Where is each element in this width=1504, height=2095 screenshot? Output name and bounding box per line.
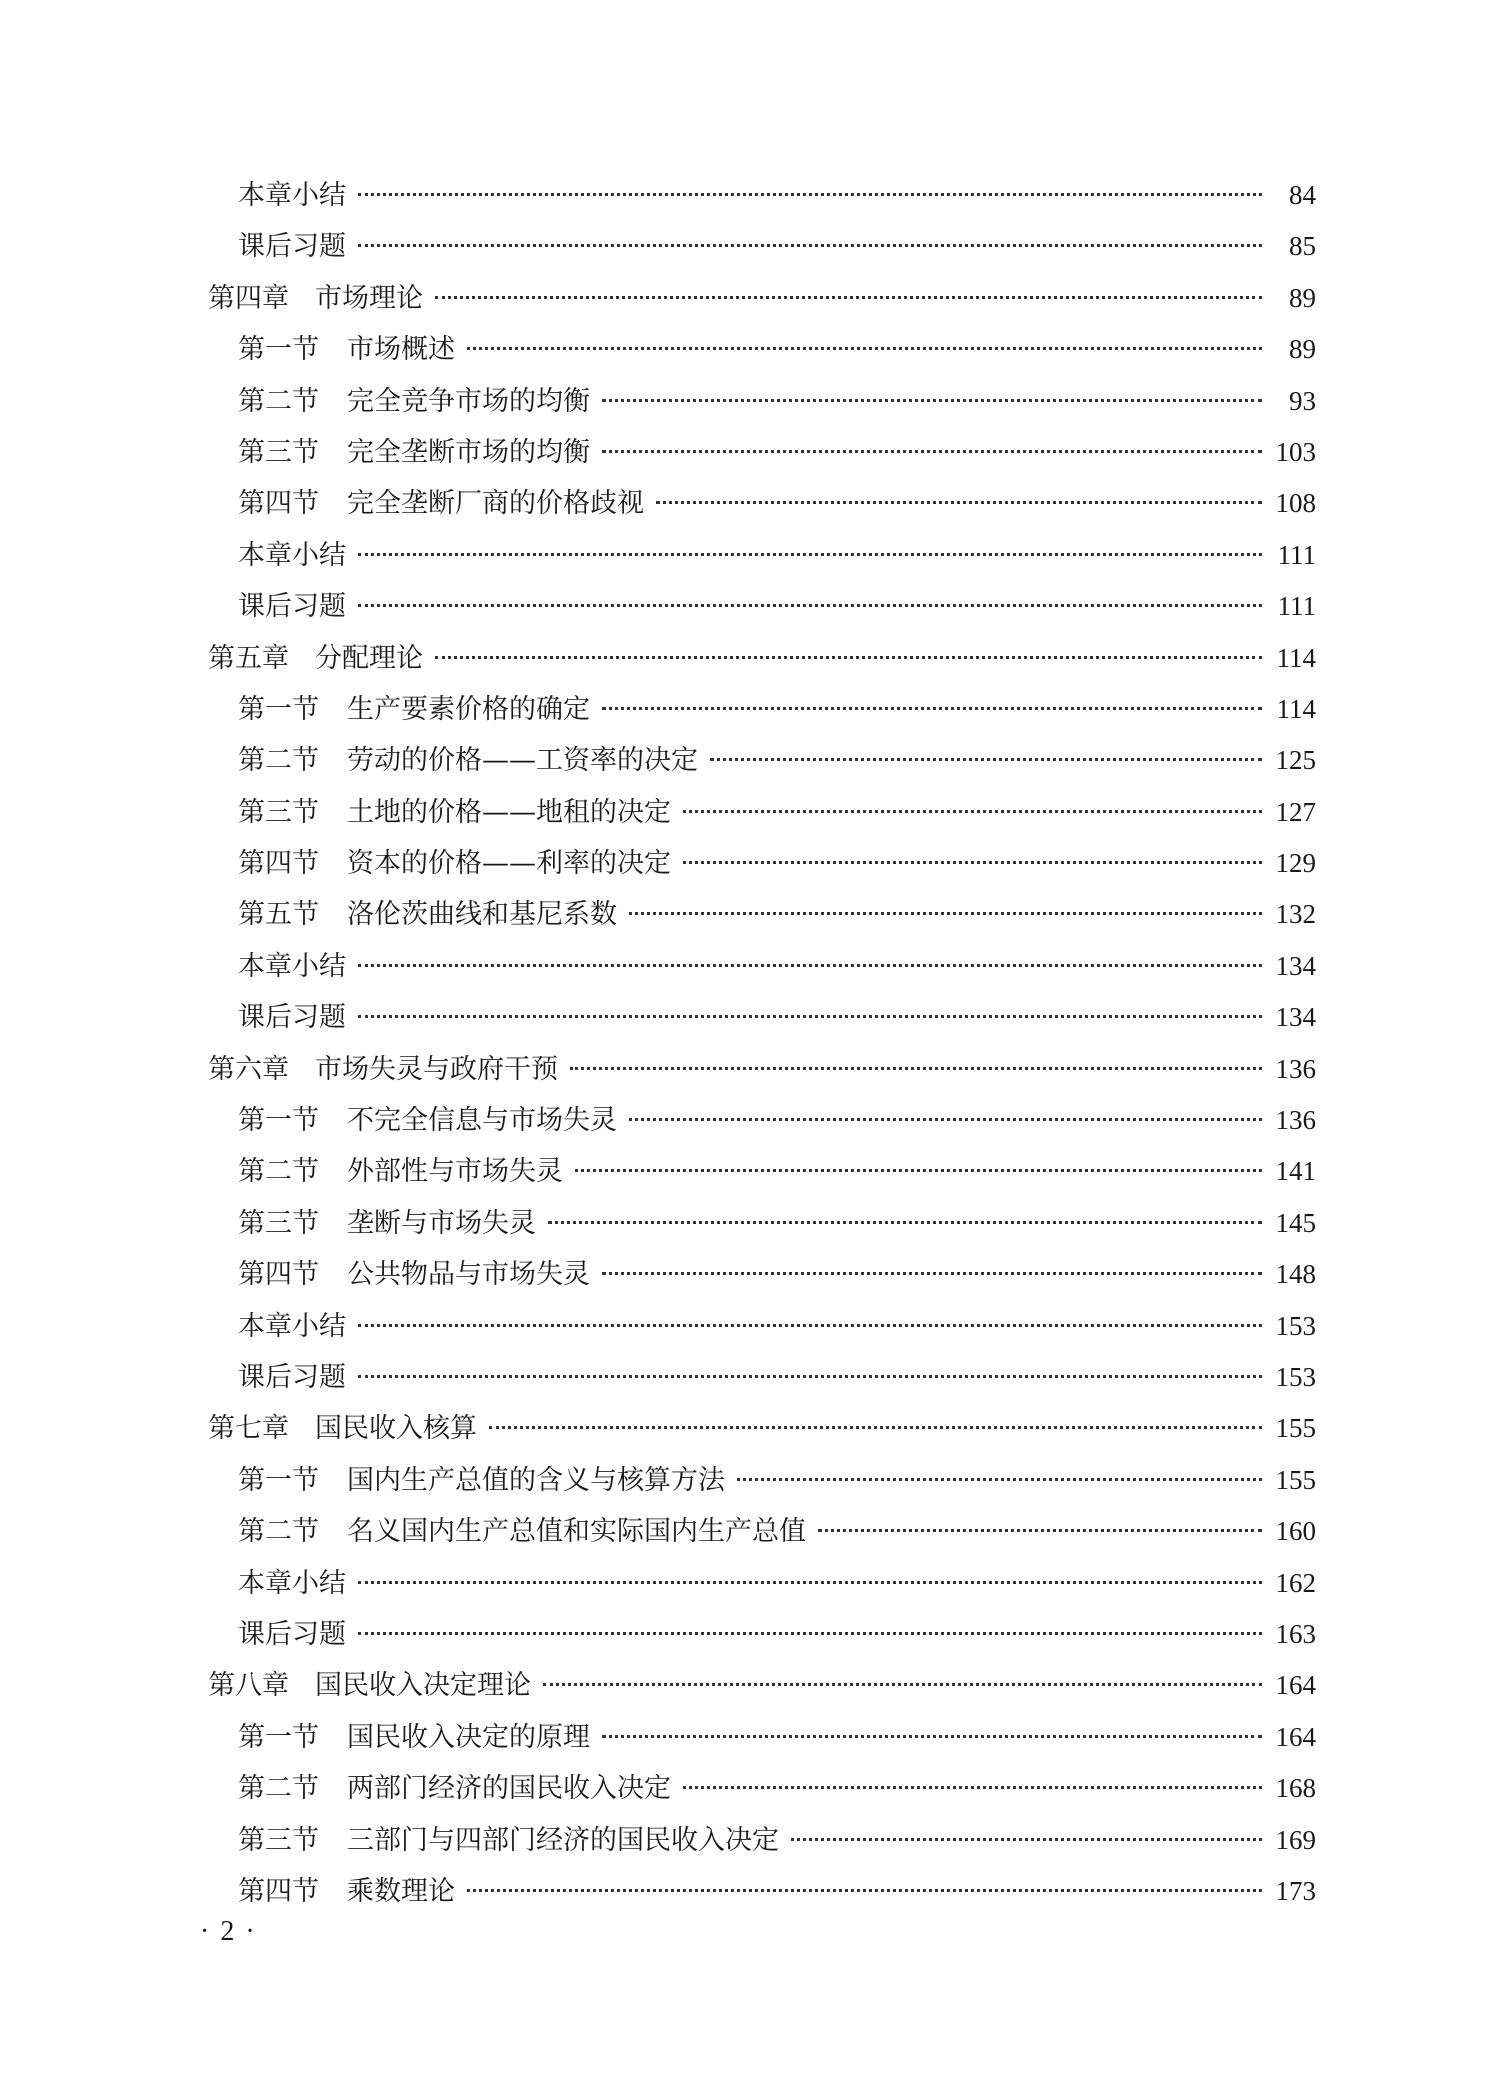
toc-entry-page: 160 bbox=[1275, 1516, 1316, 1547]
toc-entry-title: 市场概述 bbox=[347, 334, 455, 366]
toc-entry-number: 第四节 bbox=[238, 1875, 319, 1907]
toc-entry-number: 第四节 bbox=[238, 488, 319, 520]
dot-leader bbox=[629, 1118, 1262, 1121]
toc-entry-number: 第三节 bbox=[238, 1824, 319, 1856]
toc-entry-title: 国内生产总值的含义与核算方法 bbox=[347, 1464, 725, 1496]
toc-entry-number: 第五节 bbox=[238, 899, 319, 931]
dot-leader bbox=[570, 1067, 1262, 1070]
toc-entry-title: 市场理论 bbox=[315, 282, 423, 314]
toc-entry-page: 125 bbox=[1275, 745, 1316, 776]
toc-entry-page: 163 bbox=[1275, 1618, 1316, 1649]
toc-entry-title: 本章小结 bbox=[238, 539, 346, 571]
toc-entry-label bbox=[238, 376, 590, 427]
toc-entry-number: 第四节 bbox=[238, 1259, 319, 1291]
dot-leader bbox=[358, 1015, 1262, 1018]
dot-leader bbox=[710, 758, 1262, 761]
toc-entry-label bbox=[238, 838, 671, 889]
toc-section-entry bbox=[208, 1146, 1316, 1197]
toc-entry-label bbox=[238, 787, 671, 838]
toc-entry-page: 134 bbox=[1275, 1002, 1316, 1033]
toc-entry-page: 134 bbox=[1275, 950, 1316, 981]
toc-entry-title: 课后习题 bbox=[238, 231, 346, 263]
dot-leader bbox=[791, 1838, 1262, 1841]
toc-section-entry bbox=[208, 221, 1316, 272]
toc-entry-page: 145 bbox=[1275, 1207, 1316, 1238]
toc-entry-title: 乘数理论 bbox=[347, 1875, 455, 1907]
toc-entry-title: 课后习题 bbox=[238, 591, 346, 623]
toc-entry-title: 不完全信息与市场失灵 bbox=[347, 1105, 617, 1137]
toc-entry-page: 155 bbox=[1275, 1464, 1316, 1495]
toc-entry-title: 劳动的价格——工资率的决定 bbox=[347, 745, 698, 777]
toc-section-entry bbox=[208, 1301, 1316, 1352]
toc-entry-label bbox=[238, 1506, 806, 1557]
toc-section-entry bbox=[208, 992, 1316, 1043]
toc-section-entry bbox=[208, 324, 1316, 375]
toc-entry-page: 93 bbox=[1289, 385, 1316, 416]
toc-section-entry bbox=[208, 427, 1316, 478]
toc-entry-title: 课后习题 bbox=[238, 1002, 346, 1034]
toc-section-entry bbox=[208, 1712, 1316, 1763]
page-number: · 2 · bbox=[200, 1916, 257, 1947]
toc-entry-page: 85 bbox=[1289, 231, 1316, 262]
toc-entry-number: 第八章 bbox=[208, 1670, 289, 1702]
table-of-contents bbox=[208, 170, 1316, 1917]
toc-section-entry bbox=[208, 376, 1316, 427]
toc-entry-title: 公共物品与市场失灵 bbox=[347, 1259, 590, 1291]
toc-entry-number: 第二节 bbox=[238, 1773, 319, 1805]
toc-entry-label bbox=[238, 941, 346, 992]
dot-leader bbox=[543, 1683, 1262, 1686]
toc-entry-label bbox=[238, 735, 698, 786]
toc-entry-title: 国民收入决定的原理 bbox=[347, 1721, 590, 1753]
toc-entry-title: 洛伦茨曲线和基尼系数 bbox=[347, 899, 617, 931]
toc-entry-title: 本章小结 bbox=[238, 950, 346, 982]
toc-entry-label bbox=[238, 889, 617, 940]
toc-entry-label bbox=[238, 1558, 346, 1609]
toc-entry-label bbox=[238, 1712, 590, 1763]
toc-entry-number: 第四节 bbox=[238, 848, 319, 880]
toc-entry-page: 168 bbox=[1275, 1773, 1316, 1804]
toc-entry-page: 89 bbox=[1289, 334, 1316, 365]
toc-entry-number: 第六章 bbox=[208, 1053, 289, 1085]
toc-entry-title: 完全垄断厂商的价格歧视 bbox=[347, 488, 644, 520]
toc-entry-label bbox=[208, 633, 423, 684]
toc-entry-page: 84 bbox=[1289, 180, 1316, 210]
toc-entry-page: 114 bbox=[1276, 642, 1316, 673]
toc-entry-number: 第二节 bbox=[238, 1516, 319, 1548]
toc-section-entry bbox=[208, 530, 1316, 581]
toc-entry-title: 本章小结 bbox=[238, 180, 346, 211]
toc-entry-page: 169 bbox=[1275, 1824, 1316, 1855]
dot-leader bbox=[435, 296, 1262, 299]
toc-entry-label bbox=[238, 992, 346, 1043]
toc-entry-label bbox=[238, 221, 346, 272]
toc-entry-number: 第一节 bbox=[238, 693, 319, 725]
toc-entry-number: 第二节 bbox=[238, 385, 319, 417]
toc-entry-label bbox=[238, 478, 644, 529]
toc-chapter-entry bbox=[208, 273, 1316, 324]
toc-section-entry bbox=[208, 478, 1316, 529]
toc-entry-label bbox=[208, 1044, 558, 1095]
toc-section-entry bbox=[208, 1095, 1316, 1146]
toc-entry-title: 本章小结 bbox=[238, 1310, 346, 1342]
toc-entry-page: 132 bbox=[1275, 899, 1316, 930]
toc-entry-number: 第二节 bbox=[238, 1156, 319, 1188]
dot-leader bbox=[358, 604, 1262, 607]
toc-section-entry bbox=[208, 1506, 1316, 1557]
dot-leader bbox=[358, 193, 1262, 196]
dot-leader bbox=[575, 1169, 1262, 1172]
toc-entry-title: 课后习题 bbox=[238, 1618, 346, 1650]
toc-entry-title: 国民收入核算 bbox=[315, 1413, 477, 1445]
dot-leader bbox=[467, 347, 1262, 350]
dot-leader bbox=[358, 244, 1262, 247]
toc-entry-label bbox=[238, 1301, 346, 1352]
toc-entry-title: 名义国内生产总值和实际国内生产总值 bbox=[347, 1516, 806, 1548]
dot-leader bbox=[656, 501, 1262, 504]
toc-entry-page: 173 bbox=[1275, 1875, 1316, 1906]
toc-entry-page: 89 bbox=[1289, 282, 1316, 313]
toc-entry-title: 市场失灵与政府干预 bbox=[315, 1053, 558, 1085]
toc-chapter-entry bbox=[208, 633, 1316, 684]
toc-entry-page: 103 bbox=[1275, 436, 1316, 467]
toc-entry-page: 155 bbox=[1275, 1413, 1316, 1444]
toc-entry-label bbox=[238, 170, 346, 221]
toc-entry-number: 第四章 bbox=[208, 282, 289, 314]
toc-entry-label bbox=[238, 1455, 725, 1506]
toc-entry-title: 完全竞争市场的均衡 bbox=[347, 385, 590, 417]
toc-section-entry bbox=[208, 1558, 1316, 1609]
toc-entry-page: 141 bbox=[1275, 1156, 1316, 1187]
toc-entry-label bbox=[238, 1095, 617, 1146]
toc-entry-label bbox=[238, 1866, 455, 1917]
toc-entry-page: 153 bbox=[1275, 1361, 1316, 1392]
toc-entry-page: 111 bbox=[1277, 539, 1316, 570]
toc-entry-number: 第一节 bbox=[238, 1105, 319, 1137]
dot-leader bbox=[602, 1272, 1262, 1275]
toc-entry-title: 国民收入决定理论 bbox=[315, 1670, 531, 1702]
toc-entry-label bbox=[238, 684, 590, 735]
dot-leader bbox=[358, 1375, 1262, 1378]
dot-leader bbox=[683, 1786, 1262, 1789]
toc-section-entry bbox=[208, 1815, 1316, 1866]
toc-entry-number: 第三节 bbox=[238, 796, 319, 828]
toc-section-entry bbox=[208, 735, 1316, 786]
toc-entry-label bbox=[208, 273, 423, 324]
dot-leader bbox=[818, 1529, 1262, 1532]
dot-leader bbox=[602, 1735, 1262, 1738]
toc-chapter-entry bbox=[208, 1403, 1316, 1454]
toc-entry-title: 外部性与市场失灵 bbox=[347, 1156, 563, 1188]
toc-entry-label bbox=[238, 581, 346, 632]
toc-section-entry bbox=[208, 1609, 1316, 1660]
toc-entry-title: 土地的价格——地租的决定 bbox=[347, 796, 671, 828]
dot-leader bbox=[548, 1221, 1262, 1224]
toc-entry-number: 第二节 bbox=[238, 745, 319, 777]
toc-entry-page: 164 bbox=[1275, 1670, 1316, 1701]
dot-leader bbox=[435, 656, 1262, 659]
toc-entry-title: 资本的价格——利率的决定 bbox=[347, 848, 671, 880]
toc-entry-page: 148 bbox=[1275, 1259, 1316, 1290]
dot-leader bbox=[358, 553, 1262, 556]
toc-entry-label bbox=[238, 1763, 671, 1814]
dot-leader bbox=[683, 861, 1262, 864]
dot-leader bbox=[358, 964, 1262, 967]
dot-leader bbox=[467, 1889, 1262, 1892]
dot-leader bbox=[358, 1324, 1262, 1327]
toc-entry-page: 108 bbox=[1275, 488, 1316, 519]
toc-entry-page: 162 bbox=[1275, 1567, 1316, 1598]
toc-chapter-entry bbox=[208, 1044, 1316, 1095]
toc-section-entry bbox=[208, 170, 1316, 221]
dot-leader bbox=[489, 1426, 1262, 1429]
toc-section-entry bbox=[208, 581, 1316, 632]
dot-leader bbox=[358, 1581, 1262, 1584]
toc-section-entry bbox=[208, 1352, 1316, 1403]
toc-entry-title: 生产要素价格的确定 bbox=[347, 693, 590, 725]
toc-entry-label bbox=[238, 324, 455, 375]
toc-section-entry bbox=[208, 1455, 1316, 1506]
toc-section-entry bbox=[208, 1866, 1316, 1917]
toc-section-entry bbox=[208, 1198, 1316, 1249]
toc-entry-label bbox=[238, 427, 590, 478]
toc-entry-number: 第五章 bbox=[208, 642, 289, 674]
dot-leader bbox=[602, 450, 1262, 453]
toc-entry-label bbox=[208, 1660, 531, 1711]
toc-entry-page: 114 bbox=[1276, 693, 1316, 724]
toc-entry-label bbox=[208, 1403, 477, 1454]
dot-leader bbox=[629, 912, 1262, 915]
toc-entry-page: 111 bbox=[1277, 591, 1316, 622]
toc-section-entry bbox=[208, 684, 1316, 735]
toc-entry-page: 129 bbox=[1275, 848, 1316, 879]
toc-entry-page: 136 bbox=[1275, 1105, 1316, 1136]
dot-leader bbox=[737, 1478, 1262, 1481]
toc-entry-page: 153 bbox=[1275, 1310, 1316, 1341]
toc-entry-number: 第一节 bbox=[238, 1721, 319, 1753]
toc-entry-number: 第三节 bbox=[238, 1207, 319, 1239]
toc-section-entry bbox=[208, 838, 1316, 889]
toc-section-entry bbox=[208, 1763, 1316, 1814]
toc-entry-number: 第七章 bbox=[208, 1413, 289, 1445]
toc-entry-label bbox=[238, 1352, 346, 1403]
toc-entry-page: 136 bbox=[1275, 1053, 1316, 1084]
toc-entry-title: 课后习题 bbox=[238, 1361, 346, 1393]
toc-chapter-entry bbox=[208, 1660, 1316, 1711]
toc-entry-label bbox=[238, 1198, 536, 1249]
toc-entry-label bbox=[238, 1609, 346, 1660]
toc-entry-label bbox=[238, 1249, 590, 1300]
toc-entry-number: 第一节 bbox=[238, 1464, 319, 1496]
toc-entry-page: 127 bbox=[1275, 796, 1316, 827]
toc-entry-title: 完全垄断市场的均衡 bbox=[347, 436, 590, 468]
toc-entry-label bbox=[238, 530, 346, 581]
dot-leader bbox=[602, 399, 1262, 402]
toc-section-entry bbox=[208, 941, 1316, 992]
toc-entry-label bbox=[238, 1815, 779, 1866]
toc-entry-title: 分配理论 bbox=[315, 642, 423, 674]
toc-entry-title: 三部门与四部门经济的国民收入决定 bbox=[347, 1824, 779, 1856]
dot-leader bbox=[683, 810, 1262, 813]
toc-entry-label bbox=[238, 1146, 563, 1197]
toc-entry-title: 本章小结 bbox=[238, 1567, 346, 1599]
toc-entry-title: 两部门经济的国民收入决定 bbox=[347, 1773, 671, 1805]
dot-leader bbox=[602, 707, 1262, 710]
toc-section-entry bbox=[208, 787, 1316, 838]
toc-section-entry bbox=[208, 1249, 1316, 1300]
toc-entry-page: 164 bbox=[1275, 1721, 1316, 1752]
toc-section-entry bbox=[208, 889, 1316, 940]
toc-entry-number: 第一节 bbox=[238, 334, 319, 366]
dot-leader bbox=[358, 1632, 1262, 1635]
toc-entry-number: 第三节 bbox=[238, 436, 319, 468]
toc-entry-title: 垄断与市场失灵 bbox=[347, 1207, 536, 1239]
